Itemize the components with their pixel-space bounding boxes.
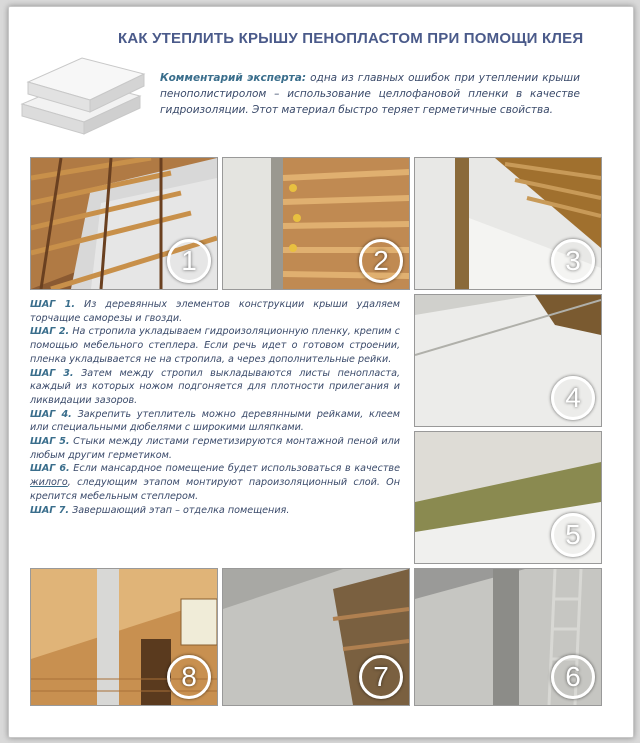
steps-list — [30, 298, 400, 517]
step-number-badge: 7 — [359, 655, 403, 699]
step-label: ШАГ 5. — [30, 436, 70, 448]
step-5 — [30, 435, 400, 462]
step-text: Закрепить утеплитель можно деревянными рейками, клеем или специальными дюбелями с широкими шляпками. — [30, 408, 400, 434]
step-link[interactable]: жилого — [30, 477, 68, 489]
expert-comment-text: одна из главных ошибок при утеплении крыши пенополистиролом – использование целлофановой пленки в качестве гидроизоляции. Этот материал быстро теряет герметичные свойства. — [160, 72, 580, 116]
step-text: Затем между стропил выкладываются листы пенопласта, каждый из которых ножом подгоняется для плотности прилегания и ликвидации зазоров. — [30, 367, 400, 406]
expert-comment — [160, 70, 580, 118]
step-label: ШАГ 1. — [30, 299, 76, 310]
expert-comment-label: Комментарий эксперта: — [160, 72, 307, 84]
step-text: Если мансардное помещение будет использоваться в качестве — [69, 463, 400, 475]
step-2 — [30, 325, 400, 366]
photo-step-7 — [222, 568, 410, 706]
photo-step-2 — [222, 157, 410, 290]
photo-step-1 — [30, 157, 218, 290]
step-text: На стропила укладываем гидроизоляционную пленку, крепим с помощью мебельного степлера. Если речь идет о готовом строении, пленка укладывается не на стропила, а через дополнительные рейки. — [30, 326, 400, 365]
step-number-badge: 5 — [551, 513, 595, 557]
photo-step-8 — [30, 568, 218, 706]
step-text: Стыки между листами герметизируются монтажной пеной или любым другим герметиком. — [30, 436, 400, 461]
step-text: Завершающий этап – отделка помещения. — [69, 504, 290, 516]
photo-step-3 — [414, 157, 602, 290]
step-label: ШАГ 4. — [30, 408, 72, 420]
step-4 — [30, 408, 400, 435]
step-number-badge: 2 — [359, 239, 403, 283]
page-title: КАК УТЕПЛИТЬ КРЫШУ ПЕНОПЛАСТОМ ПРИ ПОМОЩИ КЛЕЯ — [118, 30, 584, 47]
step-6 — [30, 462, 400, 503]
step-number-badge: 3 — [551, 239, 595, 283]
step-3 — [30, 367, 400, 408]
photo-step-6 — [414, 568, 602, 706]
step-label: ШАГ 6. — [30, 463, 70, 475]
photo-step-4 — [414, 294, 602, 427]
step-label: ШАГ 2. — [30, 326, 70, 338]
photo-step-5 — [414, 431, 602, 564]
step-text: Из деревянных элементов конструкции крыши удаляем торчащие саморезы и гвозди. — [30, 299, 400, 324]
step-number-badge: 1 — [167, 239, 211, 283]
step-1 — [30, 298, 400, 325]
step-label: ШАГ 3. — [30, 367, 74, 379]
step-number-badge: 6 — [551, 655, 595, 699]
foam-boards-icon — [14, 52, 146, 142]
step-7 — [30, 504, 400, 518]
step-label: ШАГ 7. — [30, 504, 70, 516]
step-number-badge: 8 — [167, 655, 211, 699]
step-number-badge: 4 — [551, 376, 595, 420]
step-text: , следующим этапом монтируют пароизоляционный слой. Он крепится мебельным степлером. — [30, 477, 400, 502]
